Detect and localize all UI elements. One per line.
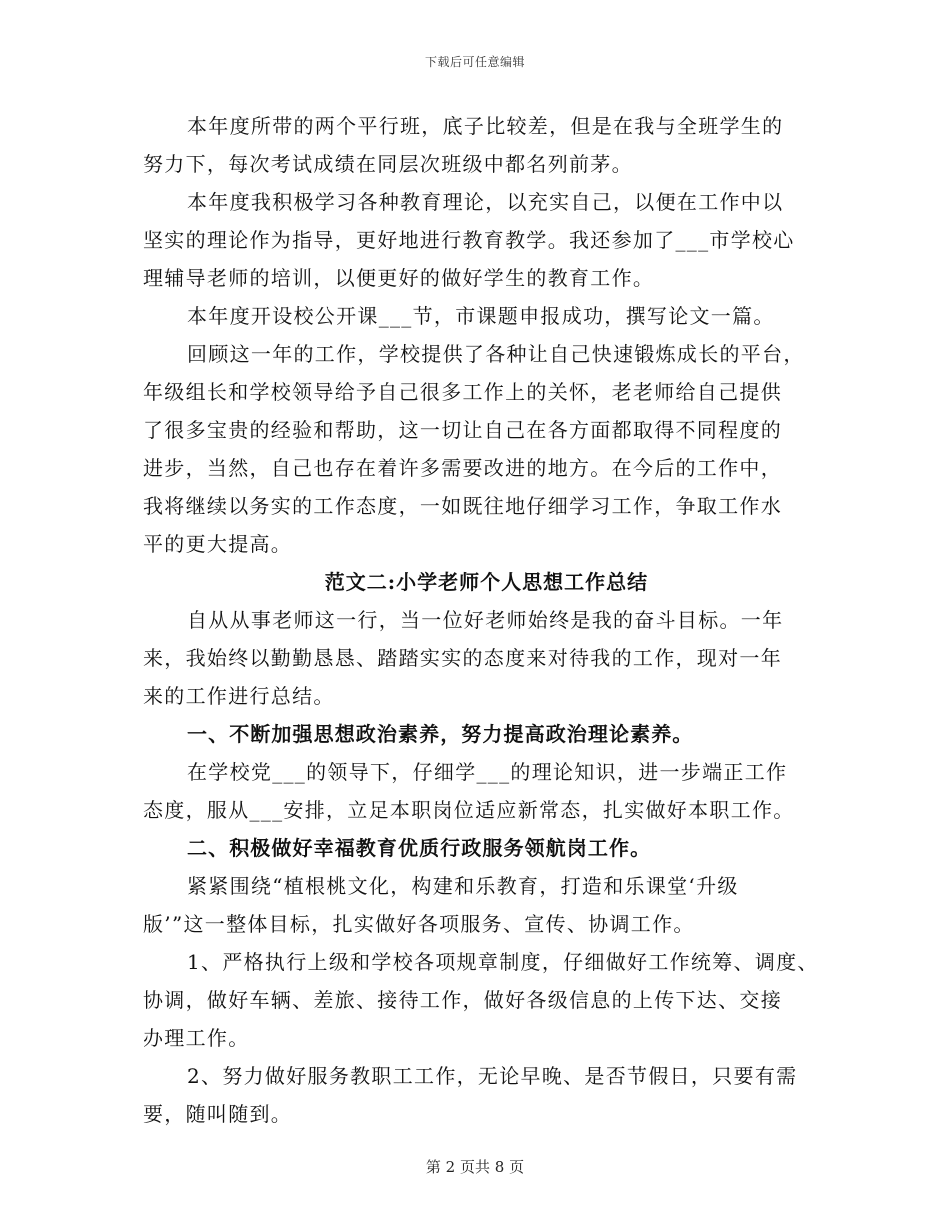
document-body: [143, 107, 819, 1133]
paragraph-line: 年级组长和学校领导给予自己很多工作上的关怀，老老师给自己提供: [143, 380, 782, 404]
paragraph-line: 1、严格执行上级和学校各项规章制度，仔细做好工作统筹、调度、: [187, 950, 819, 974]
paragraph-line: 来的工作进行总结。: [143, 684, 335, 708]
paragraph-line: 要，随叫随到。: [143, 1102, 293, 1126]
paragraph-line: 进步，当然，自己也存在着许多需要改进的地方。在今后的工作中，: [143, 456, 782, 480]
paragraph-line: 平的更大提高。: [143, 532, 293, 556]
paragraph-line: 自从从事老师这一行，当一位好老师始终是我的奋斗目标。一年: [187, 608, 784, 632]
paragraph-line: 在学校党___的领导下，仔细学___的理论知识，进一步端正工作: [187, 760, 788, 784]
section-title: 范文二:小学老师个人思想工作总结: [324, 570, 649, 594]
paragraph-line: 来，我始终以勤勤恳恳、踏踏实实的态度来对待我的工作，现对一年: [143, 646, 782, 670]
section-heading: 二、积极做好幸福教育优质行政服务领航岗工作。: [187, 836, 652, 860]
paragraph-line: 坚实的理论作为指导，更好地进行教育教学。我还参加了___市学校心: [143, 228, 795, 252]
paragraph-line: 态度，服从___安排，立足本职岗位适应新常态，扎实做好本职工作。: [143, 798, 795, 822]
paragraph-line: 理辅导老师的培训，以便更好的做好学生的教育工作。: [143, 266, 655, 290]
paragraph-line: 紧紧围绕“植根桃文化，构建和乐教育，打造和乐课堂‘升级: [187, 874, 739, 898]
page-header: 下载后可任意编辑: [424, 55, 525, 69]
page-number: 第 2 页共 8 页: [425, 1158, 525, 1176]
paragraph-line: 本年度所带的两个平行班，底子比较差，但是在我与全班学生的: [187, 114, 784, 138]
paragraph-line: 办理工作。: [143, 1026, 250, 1050]
paragraph-line: 本年度我积极学习各种教育理论，以充实自己，以便在工作中以: [187, 190, 784, 214]
paragraph-line: 协调，做好车辆、差旅、接待工作，做好各级信息的上传下达、交接: [143, 988, 782, 1012]
paragraph-line: 回顾这一年的工作，学校提供了各种让自己快速锻炼成长的平台，: [187, 342, 805, 366]
paragraph-line: 我将继续以务实的工作态度，一如既往地仔细学习工作，争取工作水: [143, 494, 782, 518]
paragraph-line: 2、努力做好服务教职工工作，无论早晚、是否节假日，只要有需: [187, 1064, 798, 1088]
section-heading: 一、不断加强思想政治素养，努力提高政治理论素养。: [187, 722, 694, 746]
paragraph-line: 努力下，每次考试成绩在同层次班级中都名列前茅。: [143, 152, 633, 176]
paragraph-line: 了很多宝贵的经验和帮助，这一切让自己在各方面都取得不同程度的: [143, 418, 782, 442]
paragraph-line: 本年度开设校公开课___节，市课题申报成功，撰写论文一篇。: [187, 304, 775, 328]
paragraph-line: 版’”这一整体目标，扎实做好各项服务、宣传、协调工作。: [143, 912, 695, 936]
